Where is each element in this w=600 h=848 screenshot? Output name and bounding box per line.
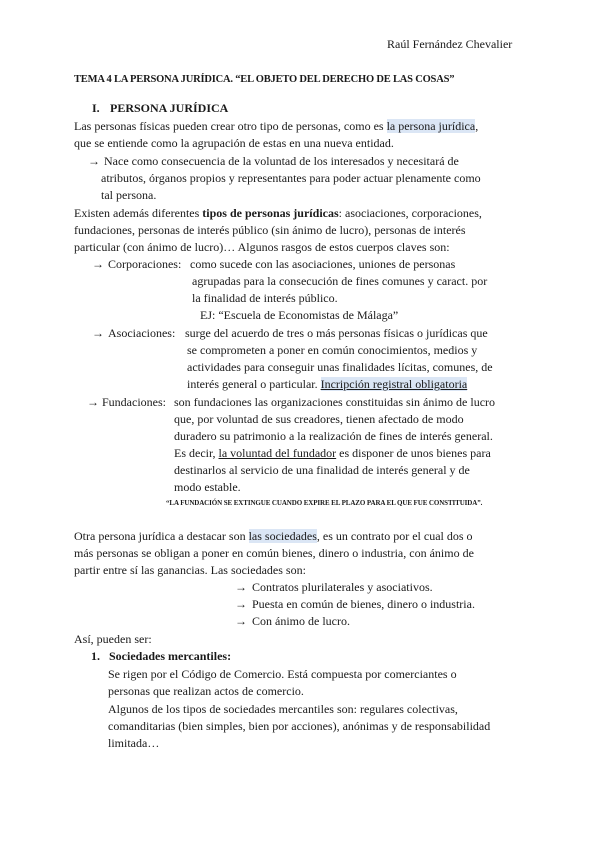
tipos-bold: tipos de personas jurídicas bbox=[202, 206, 339, 220]
arrow-icon: → bbox=[92, 326, 104, 340]
highlight-sociedades: las sociedades bbox=[248, 529, 317, 543]
merc-line5: limitada… bbox=[108, 736, 160, 750]
arrow-icon: → bbox=[235, 614, 247, 628]
corp-line3: la finalidad de interés público. bbox=[192, 291, 338, 305]
tipos-line3: particular (con ánimo de lucro)… Algunos rasgos de estos cuerpos claves son: bbox=[74, 240, 450, 254]
fund-label: Fundaciones: bbox=[102, 395, 166, 409]
fund-line1: son fundaciones las organizaciones constituidas sin ánimo de lucro bbox=[174, 395, 496, 409]
registro-underlined: Incripción registral obligatoria bbox=[320, 377, 468, 391]
asoc-line1: surge del acuerdo de tres o más personas físicas o jurídicas que bbox=[185, 326, 488, 340]
arrow-icon: → bbox=[92, 257, 104, 271]
fund-line5: destinarlos al servicio de una finalidad de interés general y de bbox=[174, 463, 470, 477]
asoc-label: Asociaciones: bbox=[108, 326, 176, 340]
section-heading: PERSONA JURÍDICA bbox=[110, 101, 229, 115]
page-title: TEMA 4 LA PERSONA JURÍDICA. “EL OBJETO DEL DERECHO DE LAS COSAS” bbox=[74, 74, 455, 85]
fund-line4: Es decir, la voluntad del fundador es disponer de unos bienes para bbox=[174, 446, 491, 460]
asoc-line3: actividades para conseguir unas finalidades lícitas, comunes, de bbox=[187, 360, 493, 374]
merc-line1: Se rigen por el Código de Comercio. Está compuesta por comerciantes o bbox=[108, 667, 457, 681]
highlight-persona-juridica: la persona jurídica bbox=[386, 119, 476, 133]
soc-item-2: Puesta en común de bienes, dinero o industria. bbox=[252, 597, 475, 611]
asi-line: Así, pueden ser: bbox=[74, 632, 152, 646]
author-header: Raúl Fernández Chevalier bbox=[387, 37, 513, 51]
fund-line3: duradero su patrimonio a la realización de fines de interés general. bbox=[174, 429, 493, 443]
arrow-icon: → bbox=[88, 154, 100, 168]
soc-line1: Otra persona jurídica a destacar son las sociedades, es un contrato por el cual dos o bbox=[74, 529, 473, 543]
corp-example: EJ: “Escuela de Economistas de Málaga” bbox=[200, 308, 399, 322]
corp-line1: como sucede con las asociaciones, uniones de personas bbox=[190, 257, 456, 271]
soc-line3: partir entre sí las ganancias. Las sociedades son: bbox=[74, 563, 306, 577]
nace-line3: tal persona. bbox=[101, 188, 157, 202]
soc-item-3: Con ánimo de lucro. bbox=[252, 614, 350, 628]
section-number: I. bbox=[92, 101, 100, 115]
nace-line2: atributos, órganos propios y representantes para poder actuar plenamente como bbox=[101, 171, 481, 185]
voluntad-underlined: la voluntad del fundador bbox=[218, 446, 337, 460]
arrow-icon: → bbox=[235, 597, 247, 611]
asoc-line2: se comprometen a poner en común conocimientos, medios y bbox=[187, 343, 478, 357]
arrow-icon: → bbox=[87, 395, 99, 409]
tipos-line2: fundaciones, personas de interés público (sin ánimo de lucro), personas de interés bbox=[74, 223, 466, 237]
soc-item-1: Contratos plurilaterales y asociativos. bbox=[252, 580, 433, 594]
merc-line2: personas que realizan actos de comercio. bbox=[108, 684, 304, 698]
paragraph-intro-line2: que se entiende como la agrupación de estas en una nueva entidad. bbox=[74, 136, 394, 150]
merc-number: 1. bbox=[91, 649, 100, 663]
corp-line2: agrupadas para la consecución de fines comunes y caract. por bbox=[192, 274, 488, 288]
merc-heading: Sociedades mercantiles: bbox=[109, 649, 232, 663]
fund-note: “LA FUNDACIÓN SE EXTINGUE CUANDO EXPIRE EL PLAZO PARA EL QUE FUE CONSTITUIDA”. bbox=[166, 499, 483, 507]
paragraph-intro-line1: Las personas físicas pueden crear otro tipo de personas, como es la persona jurídica, bbox=[74, 119, 479, 133]
arrow-icon: → bbox=[235, 580, 247, 594]
nace-line1: Nace como consecuencia de la voluntad de los interesados y necesitará de bbox=[104, 154, 459, 168]
tipos-line1: Existen además diferentes tipos de personas jurídicas: asociaciones, corporaciones, bbox=[74, 206, 482, 220]
fund-line2: que, por voluntad de sus creadores, tienen afectado de modo bbox=[174, 412, 464, 426]
soc-line2: más personas se obligan a poner en común bienes, dinero o industria, con ánimo de bbox=[74, 546, 474, 560]
corp-label: Corporaciones: bbox=[108, 257, 182, 271]
merc-line3: Algunos de los tipos de sociedades mercantiles son: regulares colectivas, bbox=[108, 702, 458, 716]
merc-line4: comanditarias (bien simples, bien por acciones), anónimas y de responsabilidad bbox=[108, 719, 491, 733]
fund-line6: modo estable. bbox=[174, 480, 241, 494]
asoc-line4: interés general o particular. Incripción registral obligatoria bbox=[187, 377, 468, 391]
